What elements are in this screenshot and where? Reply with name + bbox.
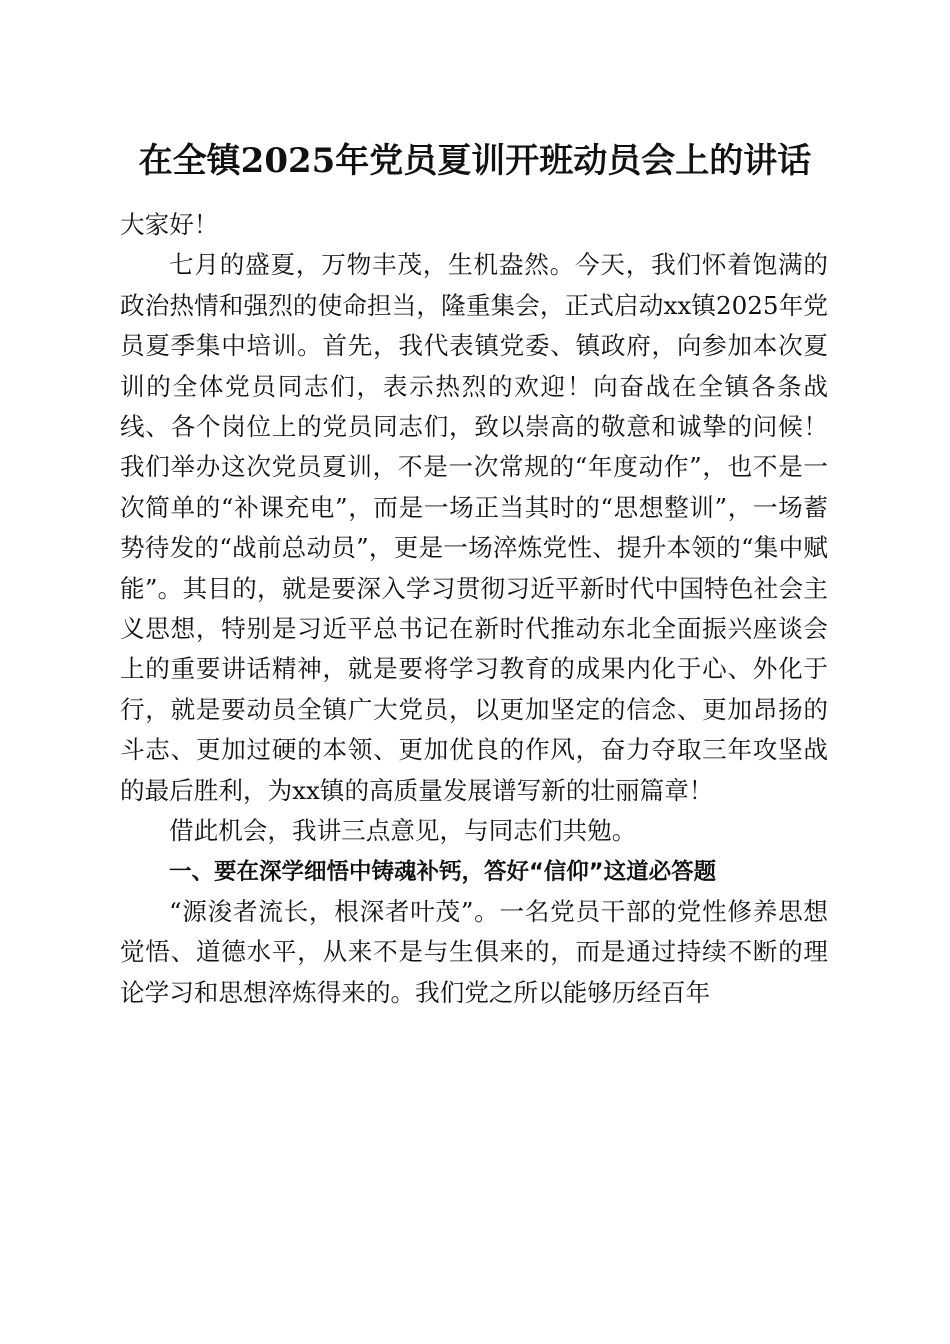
section-heading: 一、要在深学细悟中铸魂补钙，答好“信仰”这道必答题 <box>169 858 717 885</box>
section-paragraph: “源浚者流长，根深者叶茂”。一名党员干部的党性修养思想觉悟、道德水平，从来不是与生俱来的，而是通过持续不断的理论学习和思想淬炼得来的。我们党之所以能够历经百年 <box>120 896 828 1007</box>
opening-paragraph: 七月的盛夏，万物丰茂，生机盎然。今天，我们怀着饱满的政治热情和强烈的使命担当，隆重集会，正式启动xx镇2025年党员夏季集中培训。首先，我代表镇党委、镇政府，向参加本次夏训的全体党员同志们，表示热烈的欢迎！向奋战在全镇各条战线、各个岗位上的党员同志们，致以崇高的敬意和诚挚的问候！我们举办这次党员夏训，不是一次常规的“年度动作”，也不是一次简单的“补课充电”，而是一场正当其时的“思想整训”，一场蓄势待发的“战前总动员”，更是一场淬炼党性、提升本领的“集中赋能”。其目的，就是要深入学习贯彻习近平新时代中国特色社会主义思想，特别是习近平总书记在新时代推动东北全面振兴座谈会上的重要讲话精神，就是要将学习教育的成果内化于心、外化于行，就是要动员全镇广大党员，以更加坚定的信念、更加昂扬的斗志、更加过硬的本领、更加优良的作风，奋力夺取三年攻坚战的最后胜利，为xx镇的高质量发展谱写新的壮丽篇章！ <box>120 250 828 805</box>
greeting-line: 大家好！ <box>120 210 219 239</box>
transition-paragraph: 借此机会，我讲三点意见，与同志们共勉。 <box>169 816 637 846</box>
document-body <box>120 205 828 1013</box>
document-title: 在全镇2025年党员夏训开班动员会上的讲话 <box>138 141 812 181</box>
